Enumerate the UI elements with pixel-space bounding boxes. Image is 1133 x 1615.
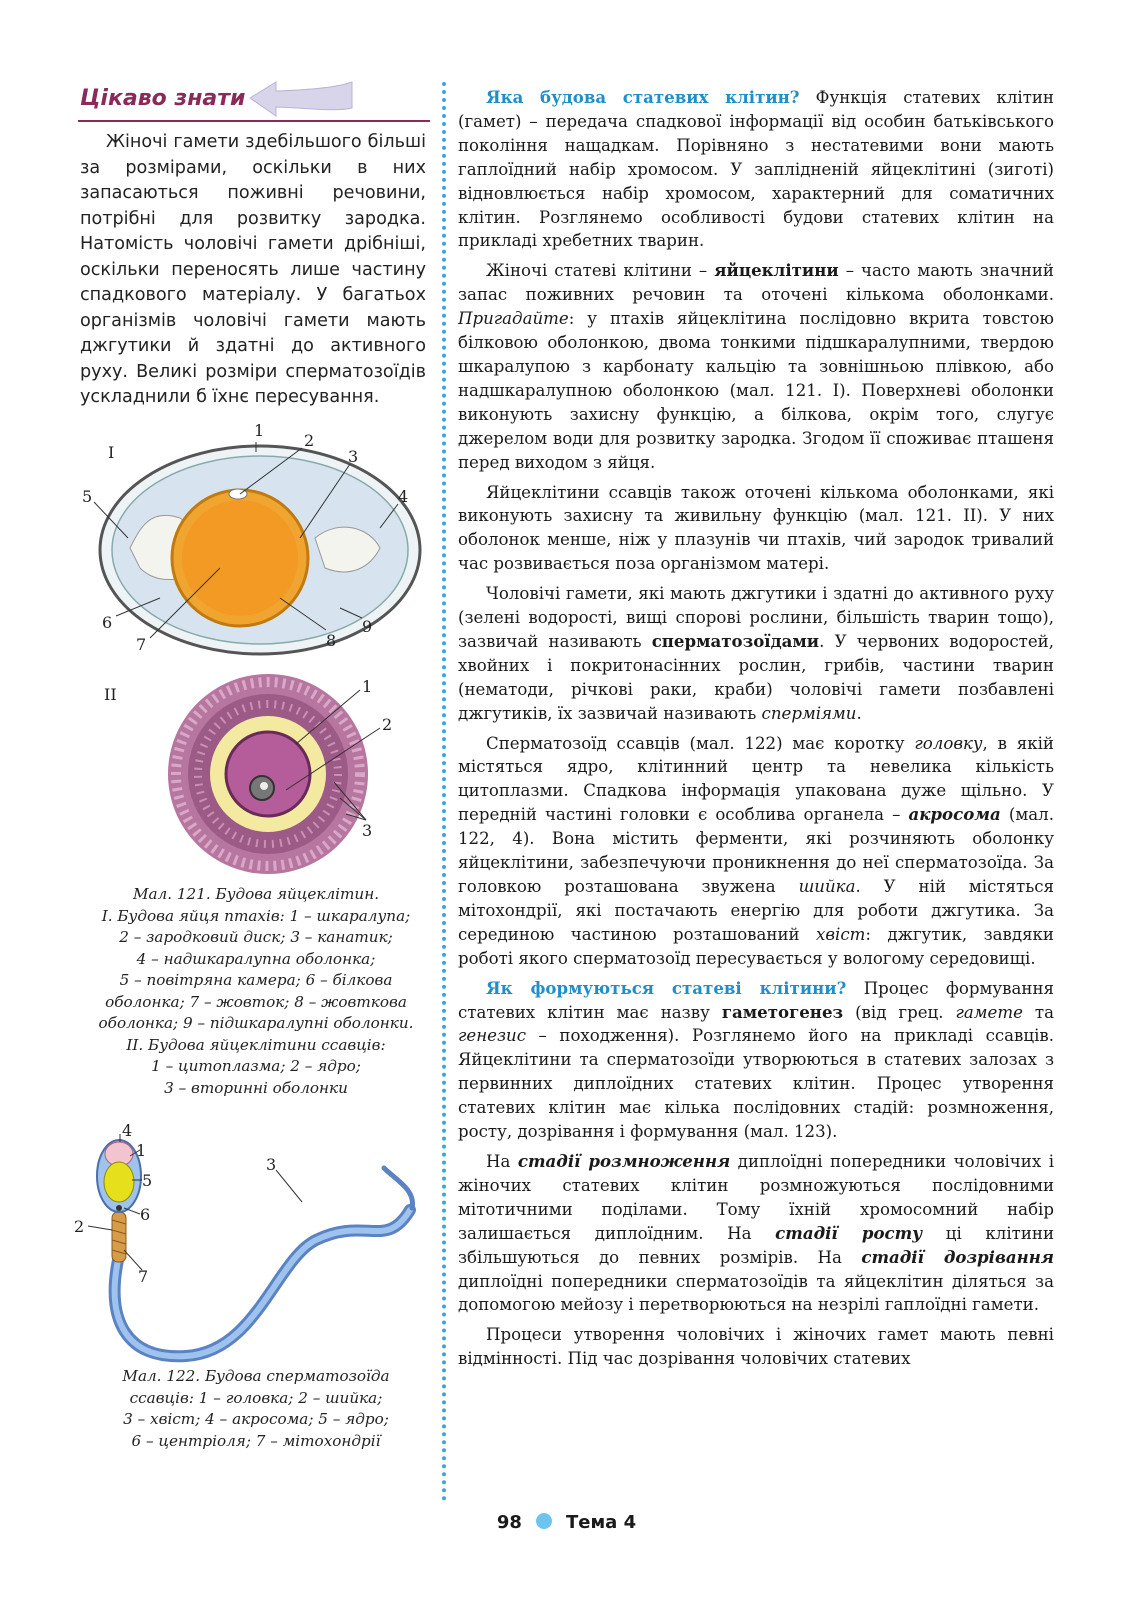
- egg-label-5: 5: [82, 487, 93, 506]
- panel-label-ii: II: [104, 685, 117, 704]
- figure-121-caption: Мал. 121. Будова яйцеклітин. І. Будова яйця птахів: 1 – шкаралупа; 2 – зародковий диск; 3 – канатик; 4 – надшкаралупна оболонка; 5 – повітряна камера; 6 – білкова оболонка; 7 – жовток; 8 – жовткова оболонка; 9 – підшкаралупні оболонки. ІІ. Будова яйцеклітини ссавців: 1 – цитоплазма; 2 – ядро; 3 – вторинні оболонки: [98, 885, 414, 1097]
- egg-label-7: 7: [136, 635, 147, 654]
- paragraph-sperm-structure: Сперматозоїд ссавців (мал. 122) має коротку головку, в якій містяться ядро, клітинний центр та невелика кількість цитоплазми. Спадкова інформація упакована дуже щільно. У передній частині головки є особлива органела – акросома (мал. 122, 4). Вона містить ферменти, які розчиняють оболонку яйцеклітини, забезпечуючи проникнення до неї сперматозоїда. За головкою розташована звужена шийка. У ній містяться мітохондрії, які постачають енергію для роботи джгутика. За серединою частиною розташований хвіст: джгутик, завдяки роботі якого сперматозоїд пересувається у вологому середовищі.: [458, 733, 1054, 968]
- figure-122-caption: Мал. 122. Будова сперматозоїда ссавців: 1 – головка; 2 – шийка; 3 – хвіст; 4 – акросома; 5 – ядро; 6 – центріоля; 7 – мітохондрії: [122, 1367, 390, 1450]
- egg-label-4: 4: [398, 487, 409, 506]
- sidebar-title: Цікаво знати: [80, 86, 246, 111]
- arrow-icon: [246, 78, 356, 120]
- term: акросома: [908, 804, 1001, 825]
- egg-label-2: 2: [304, 431, 315, 450]
- sperm-label-5: 5: [142, 1171, 153, 1190]
- term: сперматозоїдами: [651, 630, 820, 651]
- term: стадії дозрівання: [861, 1246, 1054, 1267]
- cell-label-2: 2: [382, 715, 393, 734]
- paragraph-gametogenesis: Як формуються статеві клітини? Процес формування статевих клітин має назву гаметогенез (від грец. гамете та генезис – походження). Розглянемо його на прикладі ссавців. Яйцеклітини та сперматозоїди утворюються в статевих залозах з первинних диплоїдних статевих клітин. Процес утворення статевих клітин має кілька послідовних стадій: розмноження, росту, дозрівання і формування (мал. 123).: [458, 977, 1055, 1142]
- term: стадії росту: [775, 1222, 923, 1243]
- mammal-egg-illustration: [90, 672, 410, 876]
- topic-label: Тема 4: [565, 1512, 637, 1533]
- egg-label-1: 1: [254, 421, 265, 440]
- egg-illustration: [70, 418, 430, 658]
- sidebar-header: [78, 78, 430, 122]
- cell-label-1: 1: [362, 677, 373, 696]
- paragraph-differences: Процеси утворення чоловічих і жіночих гамет мають певні відмінності. Під час дозрівання чоловічих статевих: [458, 1325, 1054, 1369]
- egg-label-9: 9: [362, 617, 373, 636]
- term: стадії розмноження: [517, 1150, 731, 1171]
- main-text: [458, 86, 1054, 1371]
- paragraph-mammal-eggs: Яйцеклітини ссавців також оточені кількома оболонками, які виконують захисну та живильну функцію (мал. 121. ІІ). У них оболонок менше, ніж у плазунів чи птахів, чий зародок тривалий час розвивається поза організмом матері.: [458, 482, 1054, 574]
- page-number: 98: [496, 1512, 522, 1533]
- bullet-icon: [536, 1513, 552, 1529]
- term: яйцеклітини: [714, 260, 839, 281]
- paragraph-gamete-structure: Яка будова статевих клітин? Функція статевих клітин (гамет) – передача спадкової інформації від особин батьківського покоління нащадкам. Порівняно з нестатевими вони мають гаплоїдний набір хромосом. У заплідненій яйцеклітині (зиготі) відновлюється набір хромосом, характерний для соматичних клітин. Розглянемо особливості будови статевих клітин на прикладі хребетних тварин.: [458, 87, 1054, 251]
- sperm-label-3: 3: [266, 1155, 277, 1174]
- question-heading: Як формуються статеві клітини?: [486, 977, 847, 998]
- page-footer: [0, 1512, 1133, 1533]
- sperm-label-1: 1: [136, 1141, 147, 1160]
- paragraph-stages: На стадії розмноження диплоїдні попередники чоловічих і жіночих статевих клітин розмножуються послідовними мітотичними поділами. Тому їхній хромосомний набір залишається диплоїдним. На стадії росту ці клітини збільшуються до певних розмірів. На стадії дозрівання диплоїдні попередники сперматозоїдів та яйцеклітин діляться за допомогою мейозу і перетворюються на незрілі гаплоїдні гамети.: [458, 1150, 1055, 1315]
- sperm-label-4: 4: [122, 1121, 133, 1140]
- panel-label-i: I: [108, 443, 115, 462]
- term: гаметогенез: [721, 1001, 844, 1022]
- sperm-label-7: 7: [138, 1267, 149, 1286]
- paragraph-egg-cells: Жіночі статеві клітини – яйцеклітини – часто мають значний запас поживних речовин та оточені кількома оболонками. Пригадайте: у птахів яйцеклітина послідовно вкрита товстою білковою оболонкою, двома тонкими підшкаралупними, твердою шкаралупою з карбонату кальцію та зовнішньою плівкою, або надшкаралупною оболонкою (мал. 121. І). Поверхневі оболонки виконують захисну функцію, а білкова, окрім того, слугує джерелом води для розвитку зародка. Згодом її споживає пташеня перед виходом з яйця.: [458, 260, 1054, 472]
- sperm-label-6: 6: [140, 1205, 151, 1224]
- sidebar-text: Жіночі гамети здебільшого більші за розмірами, оскільки в них запасаються поживні речовини, потрібні для розвитку зародка. Натомість чоловічі гамети дрібніші, оскільки переносять лише частину спадкового матеріалу. У багатьох організмів чоловічі гамети мають джгутики й здатні до активного руху. Великі розміри сперматозоїдів ускладнили б їхнє пересування.: [80, 132, 426, 407]
- egg-label-6: 6: [102, 613, 113, 632]
- sidebar: [78, 78, 430, 411]
- question-heading: Яка будова статевих клітин?: [486, 87, 800, 107]
- sperm-label-2: 2: [74, 1217, 85, 1236]
- sperm-illustration: [66, 1120, 436, 1370]
- egg-label-8: 8: [326, 631, 337, 650]
- column-divider: [442, 82, 446, 1502]
- paragraph-male-gametes: Чоловічі гамети, які мають джгутики і здатні до активного руху (зелені водорості, вищі спорові рослини, більшість тварин тощо), зазвичай називають сперматозоїдами. У червоних водоростей, хвойних і покритонасінних рослин, грибів, частини тварин (нематоди, річкові раки, краби) чоловічі гамети позбавлені джгутиків, їх зазвичай називають спермiями.: [458, 584, 1054, 723]
- egg-label-3: 3: [348, 447, 359, 466]
- cell-label-3: 3: [362, 821, 373, 840]
